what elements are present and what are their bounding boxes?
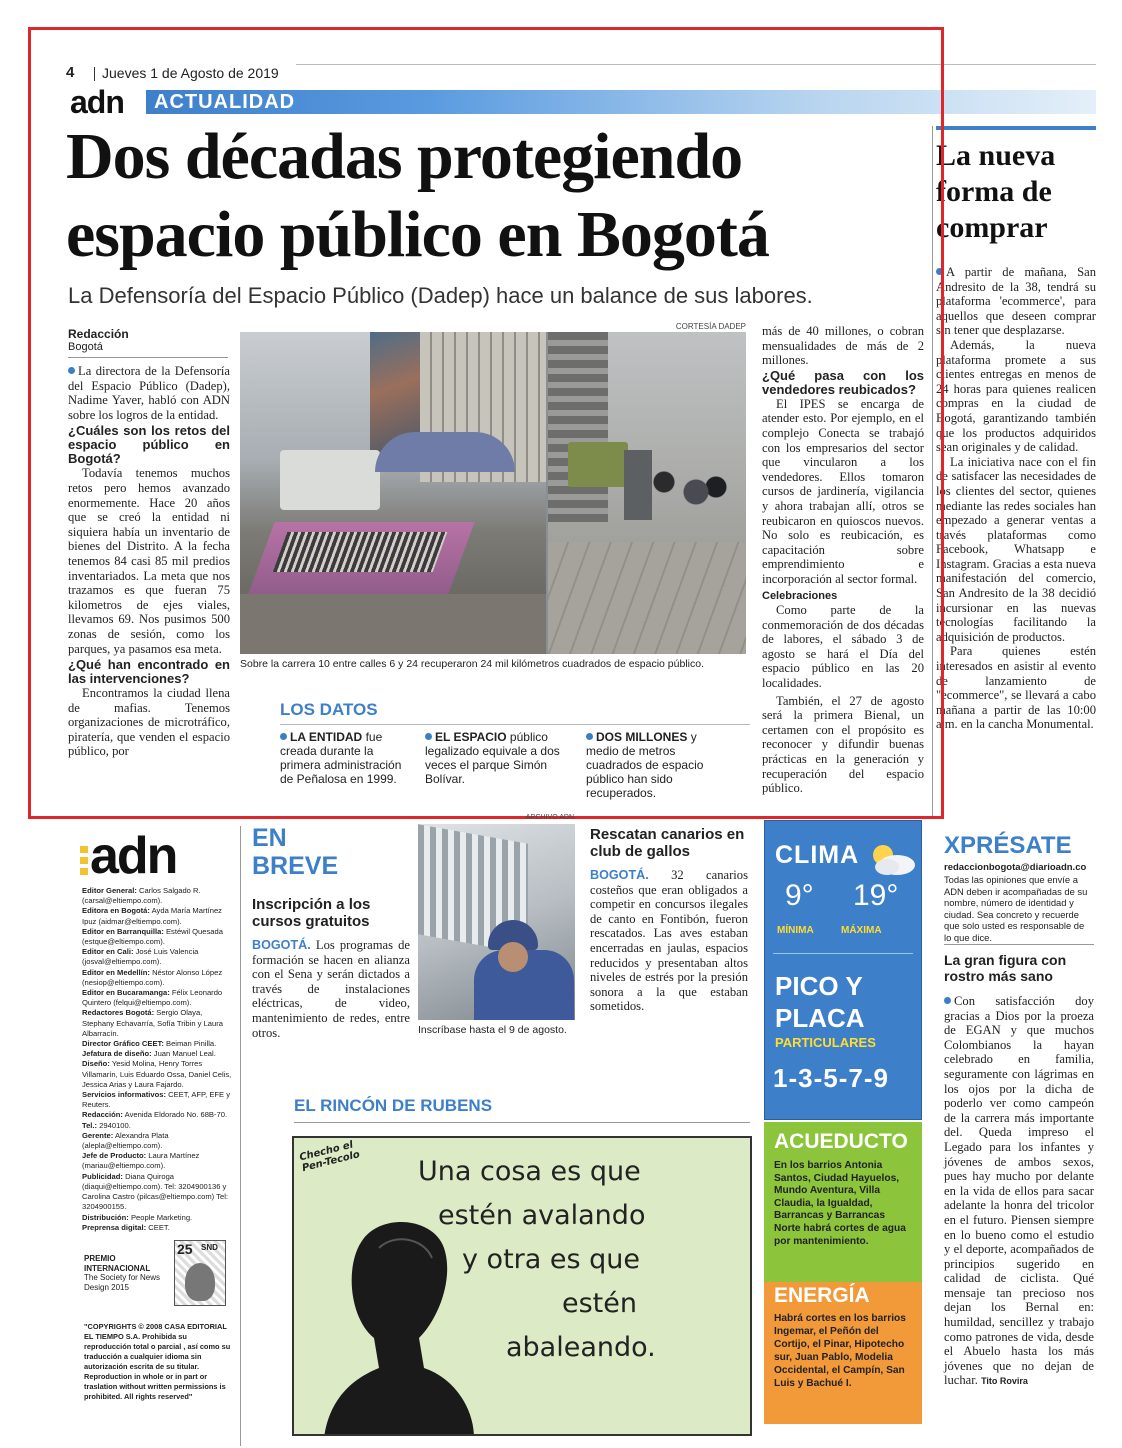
answer-2: Encontramos la ciudad llena de mafias. Tenemos organizaciones de microtráfico, piratería, que venden el espacio público, por xyxy=(68,686,230,759)
issue-date: Jueves 1 de Agosto de 2019 xyxy=(102,65,279,81)
side-p3: La iniciativa nace con el fin de satisfacer las necesidades de los clientes del sector, quienes mediante las redes sociales han empezado a generar ventas a través plataformas como Facebook, Whatsapp e Instagram. Gracias a esta nueva manifestación del comercio, San Andresito de la 38 decidió incursionar en las nuevas tecnologías facilitando la adquisición de productos. xyxy=(936,454,1096,644)
masthead-logo xyxy=(80,827,200,885)
award-badge xyxy=(174,1240,226,1306)
canarios-body xyxy=(590,868,748,1014)
en-breve-photo-caption: Inscríbase hasta el 9 de agosto. xyxy=(418,1024,567,1036)
rubens-cartoon xyxy=(292,1136,752,1436)
cartoon-line-5: abaleando. xyxy=(506,1332,656,1363)
credit-line: Distribución: People Marketing. xyxy=(82,1212,193,1222)
credit-line: Editor en Cali: José Luis Valencia (josval@eltiempo.com). xyxy=(82,947,199,967)
temp-min: 9° xyxy=(785,879,814,912)
temp-min-label: MÍNIMA xyxy=(777,925,814,936)
en-breve-line-1: EN xyxy=(252,824,287,852)
credit-line: Editor en Bucaramanga: Félix Leonardo Quintero (felqui@eltiempo.com). xyxy=(82,988,223,1008)
acueducto-title: ACUEDUCTO xyxy=(774,1130,908,1153)
cartoon-text xyxy=(412,1150,742,1370)
side-accent-bar xyxy=(936,126,1096,130)
canarios-text: 32 canarios costeños que eran obligados a competir en concursos ilegales de canto en Fontibón, fueron rescatados. Las aves estaban encerradas en jaulas, espacios reducidos y presentaban altos niveles de estrés por la presión sonora a la que estaban sometidos. xyxy=(590,868,748,1014)
credit-line: Redacción: Avenida Eldorado No. 68B-70. xyxy=(82,1110,228,1120)
masthead-credits xyxy=(82,886,232,1233)
credit-line: Preprensa digital: CEET. xyxy=(82,1222,170,1232)
col1-intro: La directora de la Defensoría del Espacio Público (Dadep), Nadime Yaver, habló con ADN sobre los logros de la entidad. xyxy=(68,364,230,422)
cartoon-line-2: estén avalando xyxy=(438,1200,646,1231)
award-label: PREMIO INTERNACIONAL xyxy=(84,1254,151,1273)
question-1: ¿Cuáles son los retos del espacio público en Bogotá? xyxy=(68,423,230,467)
letter-author: Tito Rovira xyxy=(981,1376,1028,1387)
pyp-line-1: PICO Y xyxy=(775,971,863,1001)
answer-5: También, el 27 de agosto será la primera Bienal, un certamen con el propósito es reconocer y difundir buenas prácticas en la generación y recuperación del espacio público. xyxy=(762,693,924,796)
weather-panel xyxy=(764,820,922,1120)
side-p1: A partir de mañana, San Andresito de la 38, tendrá su plataforma 'ecommerce', para aquellos que deseen comprar sin tener que desplazarse. xyxy=(936,265,1096,338)
canarios-headline: Rescatan canarios en club de gallos xyxy=(590,826,745,860)
dato-3: DOS MILLONES y medio de metros cuadrados de espacio público han sido recuperados. xyxy=(586,730,704,800)
award-number: 25 xyxy=(177,1241,193,1257)
letter-text: Con satisfacción doy gracias a Dios por la proeza de EGAN y que muchos Colombianos la hayan celebrado en familia, seguramente con lágrimas en los ojos por la dicha de poderlo ver como campeón de la carrera más importante del. Queda impreso el Legado para los infantes y jóvenes de ambos sexos, pues hay mucho por delante en la vida de ellos para sacar adelante la honra del tricolor en el futuro. Piensen siempre en lo bueno como el estudio y el deporte, acompañados de principios sugerido en calidad de ciclista. Qué mensaje tan precioso nos dejan los Bernal en: humildad, sencillez y trabajo como patrones de vida, desde el Abuelo hasta los más jóvenes que no dejan de luchar. xyxy=(944,994,1094,1388)
byline-location: Bogotá xyxy=(68,341,103,353)
byline-author: Redacción xyxy=(68,327,129,341)
cartoon-line-3: y otra es que xyxy=(462,1244,641,1275)
copyright-notice: "COPYRIGHTS © 2008 CASA EDITORIAL EL TIEMPO S.A. Prohibida su reproducción total o parcial , así como su traducción a cualquier idioma sin autorización escrita de su titular. Reproduction in whole or in part or traslation without written permissions is prohibited. All rights reserved" xyxy=(84,1322,231,1401)
adn-logo-small: adn xyxy=(70,84,124,120)
photo-credit: CORTESÍA DADEP xyxy=(675,322,746,331)
subhead-celebraciones: Celebraciones xyxy=(762,589,838,602)
xpresate-title: XPRÉSATE xyxy=(944,832,1072,859)
canarios-place: BOGOTÁ. xyxy=(590,868,649,882)
award-portrait xyxy=(185,1263,215,1301)
en-breve-photo xyxy=(418,824,575,1020)
question-3: ¿Qué pasa con los vendedores reubicados? xyxy=(762,367,924,397)
rubens-rule xyxy=(294,1122,750,1123)
en-breve-line-2: BREVE xyxy=(252,852,339,880)
acueducto-text: En los barrios Antonia Santos, Ciudad Hayuelos, Mundo Aventura, Villa Claudia, la Igualdad, Barrancas y Barrancas Norte habrá cortes de agua por mantenimiento. xyxy=(774,1160,906,1247)
pyp-digits: 1-3-5-7-9 xyxy=(773,1063,889,1093)
credit-line: Director Gráfico CEET: Beiman Pinilla. xyxy=(82,1039,217,1049)
side-p2: Además, la nueva plataforma promete a sus clientes entregas en menos de 24 horas para quienes realicen compras en la ciudad de Bogotá, garantizando también que los productos adquiridos sean originales y de calidad. xyxy=(936,337,1096,455)
energia-text: Habrá cortes en los barrios Ingemar, el Peñón del Cortijo, el Pinar, Hipotecho sur, Juan Pablo, Modelia Occidental, el Campín, San Luis y Bachué I. xyxy=(774,1313,906,1389)
weather-divider xyxy=(773,953,913,954)
credit-line: Diseño: Yesid Molina, Henry Torres Villamarín, Luis Eduardo Ossa, Daniel Celis, Jessica Arias y Laura Fajardo. xyxy=(82,1059,232,1089)
credit-line: Editora en Bogotá: Ayda María Martínez Ipuz (aidmar@eltiempo.com). xyxy=(82,906,222,926)
credit-line: Editor en Medellín: Néstor Alonso López (nesiop@eltiempo.com). xyxy=(82,967,223,987)
answer-3: El IPES se encarga de atender esto. Por ejemplo, en el complejo Conecta se trabajó con los empresarios del sector que vincularon a los vendedores. Ellos tomaron cursos de jardinería, vigilancia y ahora trabajan allí, otros se reubicaron en quioscos nuevos. No solo es reubicación, es capacitación sobre emprendimiento e incorporación al sector formal. xyxy=(762,396,924,586)
xpresate-letter xyxy=(944,994,1094,1389)
rubens-title: EL RINCÓN DE RUBENS xyxy=(294,1096,493,1115)
section-label: ACTUALIDAD xyxy=(154,91,296,113)
credit-line: Redactores Bogotá: Sergio Olaya, Stephany Echavarría, Sofía Tribin y Laura Albarracín. xyxy=(82,1008,223,1038)
credit-line: Tel.: 2940100. xyxy=(82,1120,131,1130)
photo-caption: Sobre la carrera 10 entre calles 6 y 24 recuperaron 24 mil kilómetros cuadrados de espacio público. xyxy=(240,658,704,670)
question-2: ¿Qué han encontrado en las intervenciones? xyxy=(68,657,230,687)
credit-line: Servicios informativos: CEET, AFP, EFE y Reuters. xyxy=(82,1090,231,1110)
dato-2: EL ESPACIO público legalizado equivale a dos veces el parque Simón Bolívar. xyxy=(425,730,560,786)
xpresate-rule xyxy=(944,944,1094,945)
credit-line: Editor General: Carlos Salgado R. (carsal@eltiempo.com). xyxy=(82,886,201,906)
cartoon-line-1: Una cosa es que xyxy=(418,1156,641,1187)
temp-max-label: MÁXIMA xyxy=(841,925,882,936)
award-badge-label: SND xyxy=(201,1243,218,1252)
energia-panel xyxy=(764,1282,922,1424)
acueducto-panel xyxy=(764,1122,922,1282)
answer-4: Como parte de la conmemoración de dos décadas de labores, el sábado 3 de agosto se hará el Día del espacio público en las 20 localidades. xyxy=(762,603,924,691)
credit-line: Editor en Barranquilla: Estéwil Quesada (estque@eltiempo.com). xyxy=(82,926,223,947)
worker-face xyxy=(498,942,528,972)
logo-dots xyxy=(80,846,88,876)
highlight-frame xyxy=(28,27,944,819)
col3-continued: más de 40 millones, o cobran mensualidades de más de 2 millones. xyxy=(762,324,924,368)
clima-title: CLIMA xyxy=(775,841,860,869)
datos-title: LOS DATOS xyxy=(280,700,378,719)
main-deck: La Defensoría del Espacio Público (Dadep) hace un balance de sus labores. xyxy=(68,283,813,308)
pyp-line-2: PLACA xyxy=(775,1003,865,1033)
side-p4: Para quienes estén interesados en asistir al evento de lanzamiento de "ecommerce", se llevará a cabo mañana a partir de las 10:00 a.m. en la cancha Monumental. xyxy=(936,644,1096,732)
temp-max: 19° xyxy=(853,879,899,912)
headline-line-1: Dos décadas protegiendo xyxy=(66,120,743,193)
xpresate-headline: La gran figura con rostro más sano xyxy=(944,952,1067,984)
cartoon-line-4: estén xyxy=(562,1288,637,1319)
column-rule xyxy=(240,826,241,1446)
headline-line-2: espacio público en Bogotá xyxy=(66,198,769,271)
partly-cloudy-icon xyxy=(865,841,917,877)
cartoon-signature: Checho el Pen-Tecolo xyxy=(298,1139,362,1175)
side-headline: La nueva forma de comprar xyxy=(936,139,1056,244)
xpresate-intro: Todas las opiniones que envíe a ADN deben ir acompañadas de su nombre, número de identidad y ciudad. Sea concreto y recuerde que solo usted es responsable de lo que dice. xyxy=(944,874,1088,943)
credit-line: Publicidad: Diana Quiroga (diaqui@eltiempo.com). Tel: 3204900136 y Carolina Castro (pilcas@eltiempo.com) Tel: 3204900155. xyxy=(82,1171,228,1212)
credit-line: Jefe de Producto: Laura Martínez (mariau@eltiempo.com). xyxy=(82,1151,200,1171)
side-article-body xyxy=(936,265,1096,732)
en-breve-photo-credit: ARCHIVO ADN xyxy=(525,814,574,821)
award-block xyxy=(84,1238,234,1310)
xpresate-email: redaccionbogota@diarioadn.co xyxy=(944,862,1087,873)
award-text xyxy=(84,1254,174,1292)
page-number: 4 xyxy=(66,64,75,81)
dato-1: LA ENTIDAD fue creada durante la primera administración de Peñalosa en 1999. xyxy=(280,730,402,786)
en-breve-text: Los programas de formación se hacen en alianza con el Sena y serán dictados a través de instalaciones eléctricas, de video, mantenimiento de redes, entre otros. xyxy=(252,938,410,1040)
en-breve-title xyxy=(252,824,338,880)
adn-logo-large: adn xyxy=(90,827,177,885)
answer-1: Todavía tenemos muchos retos pero hemos avanzado enormemente. Hace 20 años que se creó la entidad ni siquiera había un inventario de bienes del Distrito. A la fecha tenemos 84 casi 85 mil predios inventariados. La meta que nos trazamos es que fueran 75 kilometros de ejes viales, llevamos 69. Nos pusimos 500 zonas de sesión, como los parques, ya pasamos esa meta. xyxy=(68,466,230,656)
energia-title: ENERGÍA xyxy=(774,1284,870,1307)
en-breve-headline: Inscripción a los cursos gratuitos xyxy=(252,896,371,930)
award-org: The Society for News Design 2015 xyxy=(84,1273,161,1292)
credit-line: Jefatura de diseño: Juan Manuel Leal. xyxy=(82,1049,216,1059)
bullet-icon xyxy=(944,997,951,1004)
en-breve-place: BOGOTÁ. xyxy=(252,938,311,952)
pyp-subtitle: PARTICULARES xyxy=(775,1035,876,1050)
en-breve-body xyxy=(252,938,410,1040)
credit-line: Gerente: Alexandra Plata (alepla@eltiempo.com). xyxy=(82,1130,169,1151)
